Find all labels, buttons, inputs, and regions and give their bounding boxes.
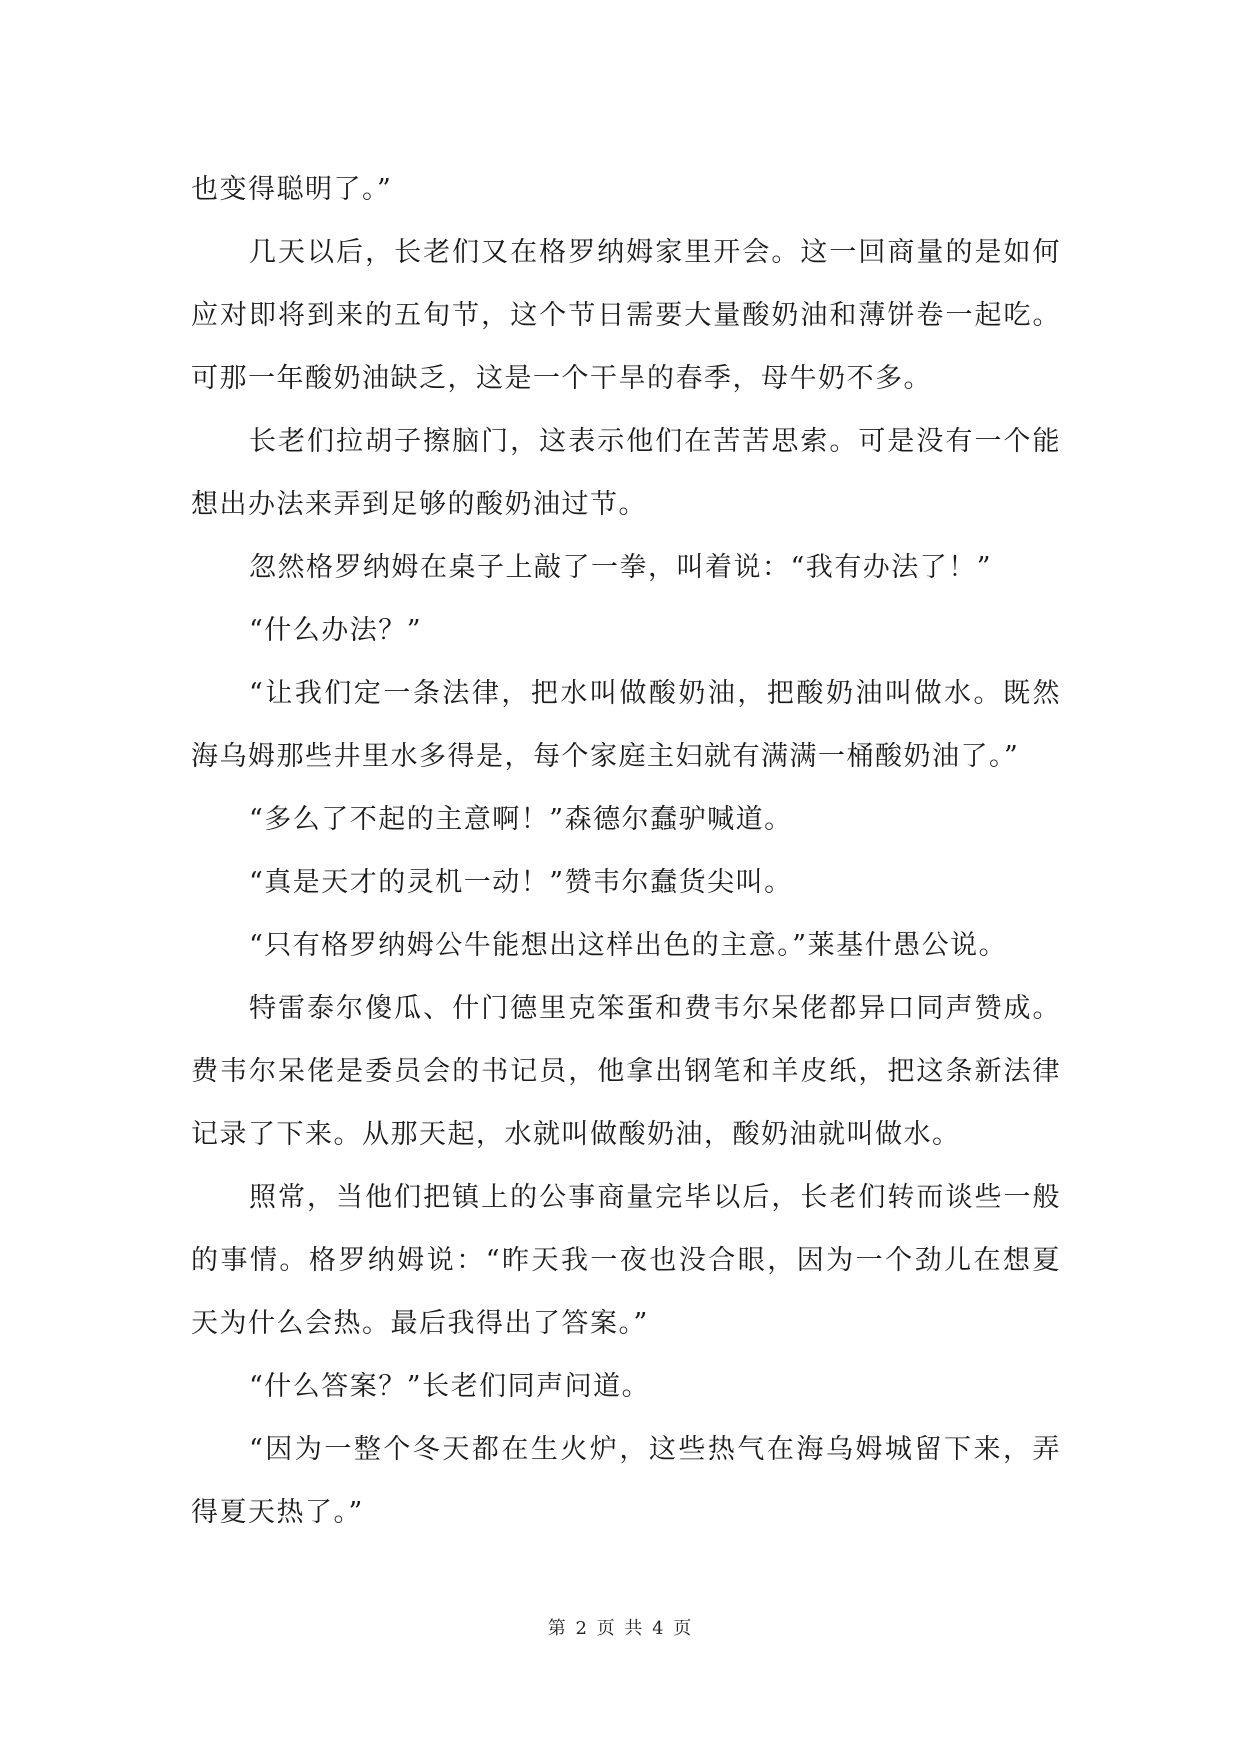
paragraph: “让我们定一条法律，把水叫做酸奶油，把酸奶油叫做水。既然海乌姆那些井里水多得是，每个家庭主妇就有满满一桶酸奶油了。”: [191, 678, 1061, 772]
paragraph: 照常，当他们把镇上的公事商量完毕以后，长老们转而谈些一般的事情。格罗纳姆说：“昨天我一夜也没合眼，因为一个劲儿在想夏天为什么会热。最后我得出了答案。”: [191, 1182, 1061, 1339]
paragraph: “什么答案？”长老们同声问道。: [249, 1371, 651, 1402]
paragraph: 长老们拉胡子擦脑门，这表示他们在苦苦思索。可是没有一个能想出办法来弄到足够的酸奶油过节。: [191, 426, 1061, 520]
paragraph: “多么了不起的主意啊！”森德尔蠢驴喊道。: [249, 804, 793, 835]
page-footer: 第 2 页 共 4 页: [547, 1618, 694, 1639]
paragraph: 也变得聪明了。”: [191, 174, 393, 205]
paragraph: “什么办法？”: [249, 615, 423, 646]
paragraph: “真是天才的灵机一动！”赞韦尔蠢货尖叫。: [249, 867, 793, 898]
paragraph: “只有格罗纳姆公牛能想出这样出色的主意。”莱基什愚公说。: [249, 930, 1008, 961]
paragraph: 特雷泰尔傻瓜、什门德里克笨蛋和费韦尔呆佬都异口同声赞成。费韦尔呆佬是委员会的书记员，他拿出钢笔和羊皮纸，把这条新法律记录了下来。从那天起，水就叫做酸奶油，酸奶油就叫做水。: [191, 993, 1061, 1150]
paragraph: 几天以后，长老们又在格罗纳姆家里开会。这一回商量的是如何应对即将到来的五旬节，这个节日需要大量酸奶油和薄饼卷一起吃。可那一年酸奶油缺乏，这是一个干旱的春季，母牛奶不多。: [191, 237, 1061, 394]
page-body: [191, 158, 1061, 1544]
paragraph: “因为一整个冬天都在生火炉，这些热气在海乌姆城留下来，弄得夏天热了。”: [191, 1434, 1061, 1528]
paragraph: 忽然格罗纳姆在桌子上敲了一拳，叫着说：“我有办法了！”: [249, 552, 993, 583]
